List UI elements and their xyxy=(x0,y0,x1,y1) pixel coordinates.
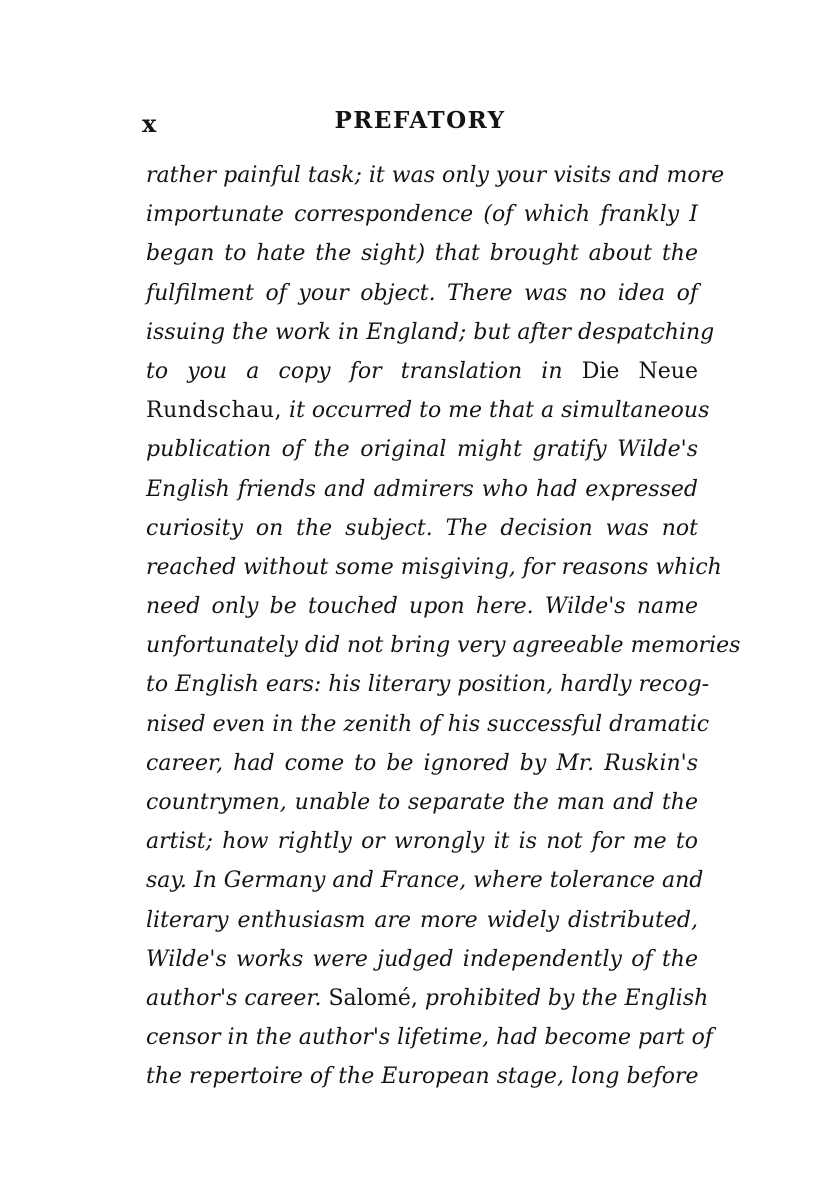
text-line: rather painful task; it was only your visits and more xyxy=(146,163,725,188)
text-line: Wilde's works were judged independently of the xyxy=(146,946,698,972)
text-line: career, had come to be ignored by Mr. Ruskin's xyxy=(146,750,698,776)
text-line xyxy=(146,391,710,430)
text-line: curiosity on the subject. The decision was not xyxy=(146,515,698,541)
running-title: PREFATORY xyxy=(334,107,506,134)
play-title: Salomé, xyxy=(328,985,418,1011)
text-line: censor in the author's lifetime, had become part of xyxy=(146,1025,713,1051)
text-line xyxy=(146,352,698,391)
text-segment: prohibited by the English xyxy=(424,985,709,1011)
journal-title: Die Neue xyxy=(581,358,698,384)
journal-title-continued: Rundschau, xyxy=(146,398,283,424)
text-line: nised even in the zenith of his successful dramatic xyxy=(146,711,710,737)
text-line: unfortunately did not bring very agreeable memories xyxy=(146,633,741,659)
text-line: say. In Germany and France, where tolerance and xyxy=(146,868,704,894)
text-line: publication of the original might gratify Wilde's xyxy=(146,437,698,463)
text-line: artist; how rightly or wrongly it is not for me to xyxy=(146,829,698,855)
text-line: countrymen, unable to separate the man and the xyxy=(146,790,698,815)
text-line: began to hate the sight) that brought about the xyxy=(146,241,698,267)
text-line: importunate correspondence (of which frankly I xyxy=(146,202,698,228)
text-line xyxy=(146,979,709,1018)
text-segment: to you a copy for translation in xyxy=(146,358,563,384)
text-line: reached without some misgiving, for reasons which xyxy=(146,554,722,580)
text-line: need only be touched upon here. Wilde's name xyxy=(146,594,698,620)
text-line: fulfilment of your object. There was no idea of xyxy=(146,280,698,306)
page-number: x xyxy=(142,109,157,138)
text-segment: author's career. xyxy=(146,985,322,1011)
text-segment: it occurred to me that a simultaneous xyxy=(289,398,710,424)
text-line: to English ears: his literary position, hardly recog- xyxy=(146,672,710,698)
text-line: English friends and admirers who had expressed xyxy=(146,476,698,502)
page-header xyxy=(0,102,840,142)
body-text xyxy=(146,156,741,1097)
text-line: issuing the work in England; but after despatching xyxy=(146,319,715,345)
text-line: literary enthusiasm are more widely distributed, xyxy=(146,907,698,933)
text-line: the repertoire of the European stage, long before xyxy=(146,1064,699,1090)
